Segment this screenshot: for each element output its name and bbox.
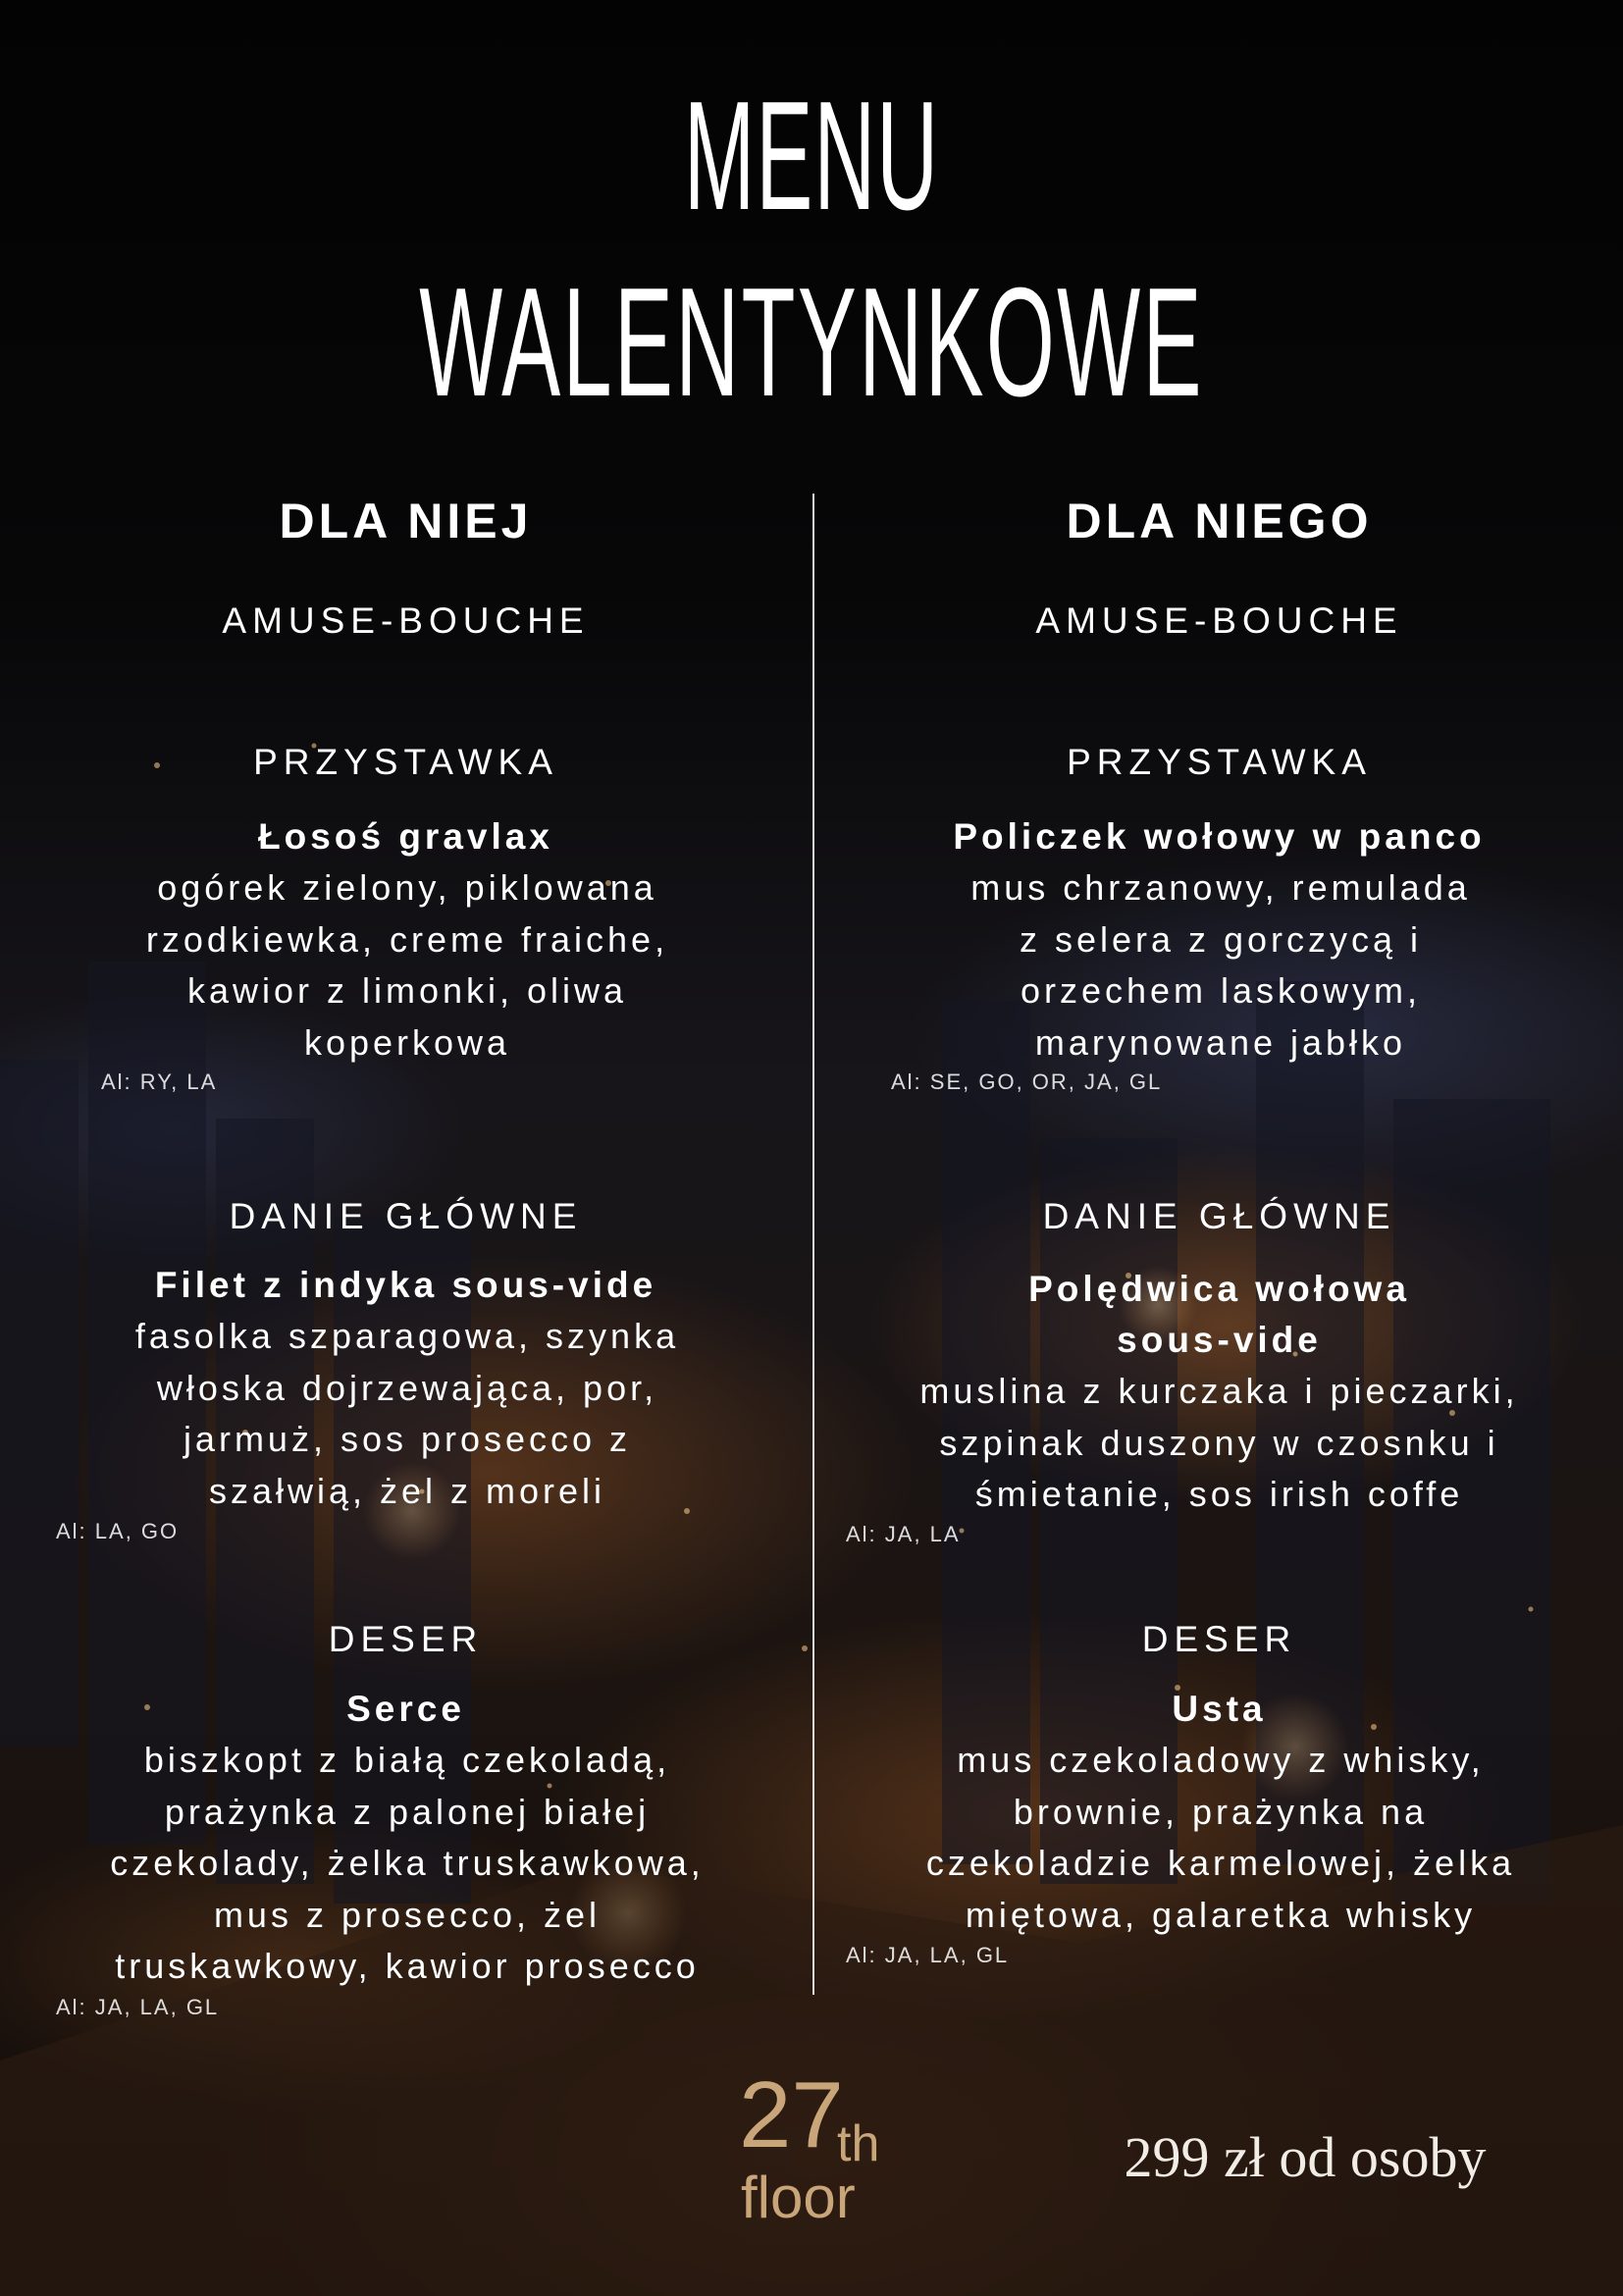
description-line: jarmuż, sos prosecco z <box>183 1419 632 1459</box>
column-heading: DLA NIEGO <box>1066 494 1373 548</box>
description-line: włoska dojrzewająca, por, <box>156 1367 658 1408</box>
menu-title-line-2: WALENTYNKOWE <box>419 256 1204 429</box>
dish-name <box>813 1264 1623 1366</box>
column-dla-niego <box>813 0 1623 2296</box>
allergens-info: Al: JA, LA, GL <box>846 1943 1010 1967</box>
course-label-danie-glowne: DANIE GŁÓWNE <box>229 1196 583 1236</box>
course-label-deser: DESER <box>328 1619 484 1659</box>
description-line: marynowane jabłko <box>1034 1021 1407 1063</box>
dish-description <box>20 1735 795 1993</box>
description-line: orzechem laskowym, <box>1020 970 1422 1011</box>
description-line: rzodkiewka, creme fraiche, <box>145 918 669 960</box>
dish-name-line: Polędwica wołowa <box>1028 1269 1410 1309</box>
dish-name: Serce <box>346 1689 465 1729</box>
dish-description <box>823 1735 1618 1941</box>
description-line: z selera z gorczycą i <box>1019 918 1423 960</box>
description-line: biszkopt z białą czekoladą, <box>143 1740 671 1780</box>
description-line: mus chrzanowy, remulada <box>970 867 1471 908</box>
dish-name: Policzek wołowy w panco <box>953 816 1486 857</box>
description-line: brownie, prażynka na <box>1013 1791 1429 1832</box>
description-line: koperkowa <box>303 1021 511 1063</box>
description-line: miętowa, galaretka whisky <box>965 1894 1477 1935</box>
dish-name-line: sous-vide <box>1117 1320 1322 1360</box>
allergens-info: Al: JA, LA, GL <box>56 1995 220 2019</box>
course-label-przystawka: PRZYSTAWKA <box>1067 742 1372 782</box>
amuse-bouche-label: AMUSE-BOUCHE <box>222 600 590 641</box>
allergens-info: Al: JA, LA <box>846 1522 961 1546</box>
allergens-info: Al: RY, LA <box>101 1070 218 1094</box>
description-line: fasolka szparagowa, szynka <box>134 1316 680 1356</box>
dish-description <box>813 1366 1623 1521</box>
description-line: szałwią, żel z moreli <box>208 1470 606 1511</box>
description-line: ogórek zielony, piklowana <box>157 867 657 908</box>
dish-name: Łosoś gravlax <box>258 816 553 857</box>
logo-word: floor <box>741 2165 856 2230</box>
allergens-info: Al: SE, GO, OR, JA, GL <box>891 1070 1163 1094</box>
logo-suffix: th <box>837 2115 880 2172</box>
description-line: muslina z kurczaka i pieczarki, <box>919 1371 1519 1411</box>
description-line: kawior z limonki, oliwa <box>186 970 628 1011</box>
dish-description <box>853 862 1589 1069</box>
dish-name: Usta <box>1172 1689 1267 1729</box>
description-line: śmietanie, sos irish coffe <box>974 1474 1464 1514</box>
amuse-bouche-label: AMUSE-BOUCHE <box>1035 600 1403 641</box>
column-heading: DLA NIEJ <box>279 494 533 548</box>
course-label-przystawka: PRZYSTAWKA <box>253 742 558 782</box>
dish-name: Filet z indyka sous-vide <box>154 1265 657 1305</box>
27th-floor-logo <box>721 2051 908 2237</box>
price-per-person: 299 zł od osoby <box>1124 2125 1487 2189</box>
description-line: prażynka z palonej białej <box>164 1791 651 1832</box>
course-label-danie-glowne: DANIE GŁÓWNE <box>1042 1196 1396 1236</box>
description-line: mus czekoladowy z whisky, <box>957 1740 1485 1780</box>
description-line: mus z prosecco, żel <box>213 1894 602 1935</box>
menu-title-line-1: MENU <box>683 70 940 242</box>
description-line: czekoladzie karmelowej, żelka <box>925 1843 1516 1883</box>
description-line: truskawkowy, kawior prosecco <box>115 1946 700 1986</box>
description-line: czekolady, żelka truskawkowa, <box>110 1843 705 1883</box>
allergens-info: Al: LA, GO <box>56 1519 180 1543</box>
dish-description <box>59 862 756 1069</box>
dish-description <box>39 1311 775 1517</box>
description-line: szpinak duszony w czosnku i <box>939 1422 1499 1463</box>
course-label-deser: DESER <box>1141 1619 1297 1659</box>
logo-number: 27 <box>739 2062 844 2167</box>
